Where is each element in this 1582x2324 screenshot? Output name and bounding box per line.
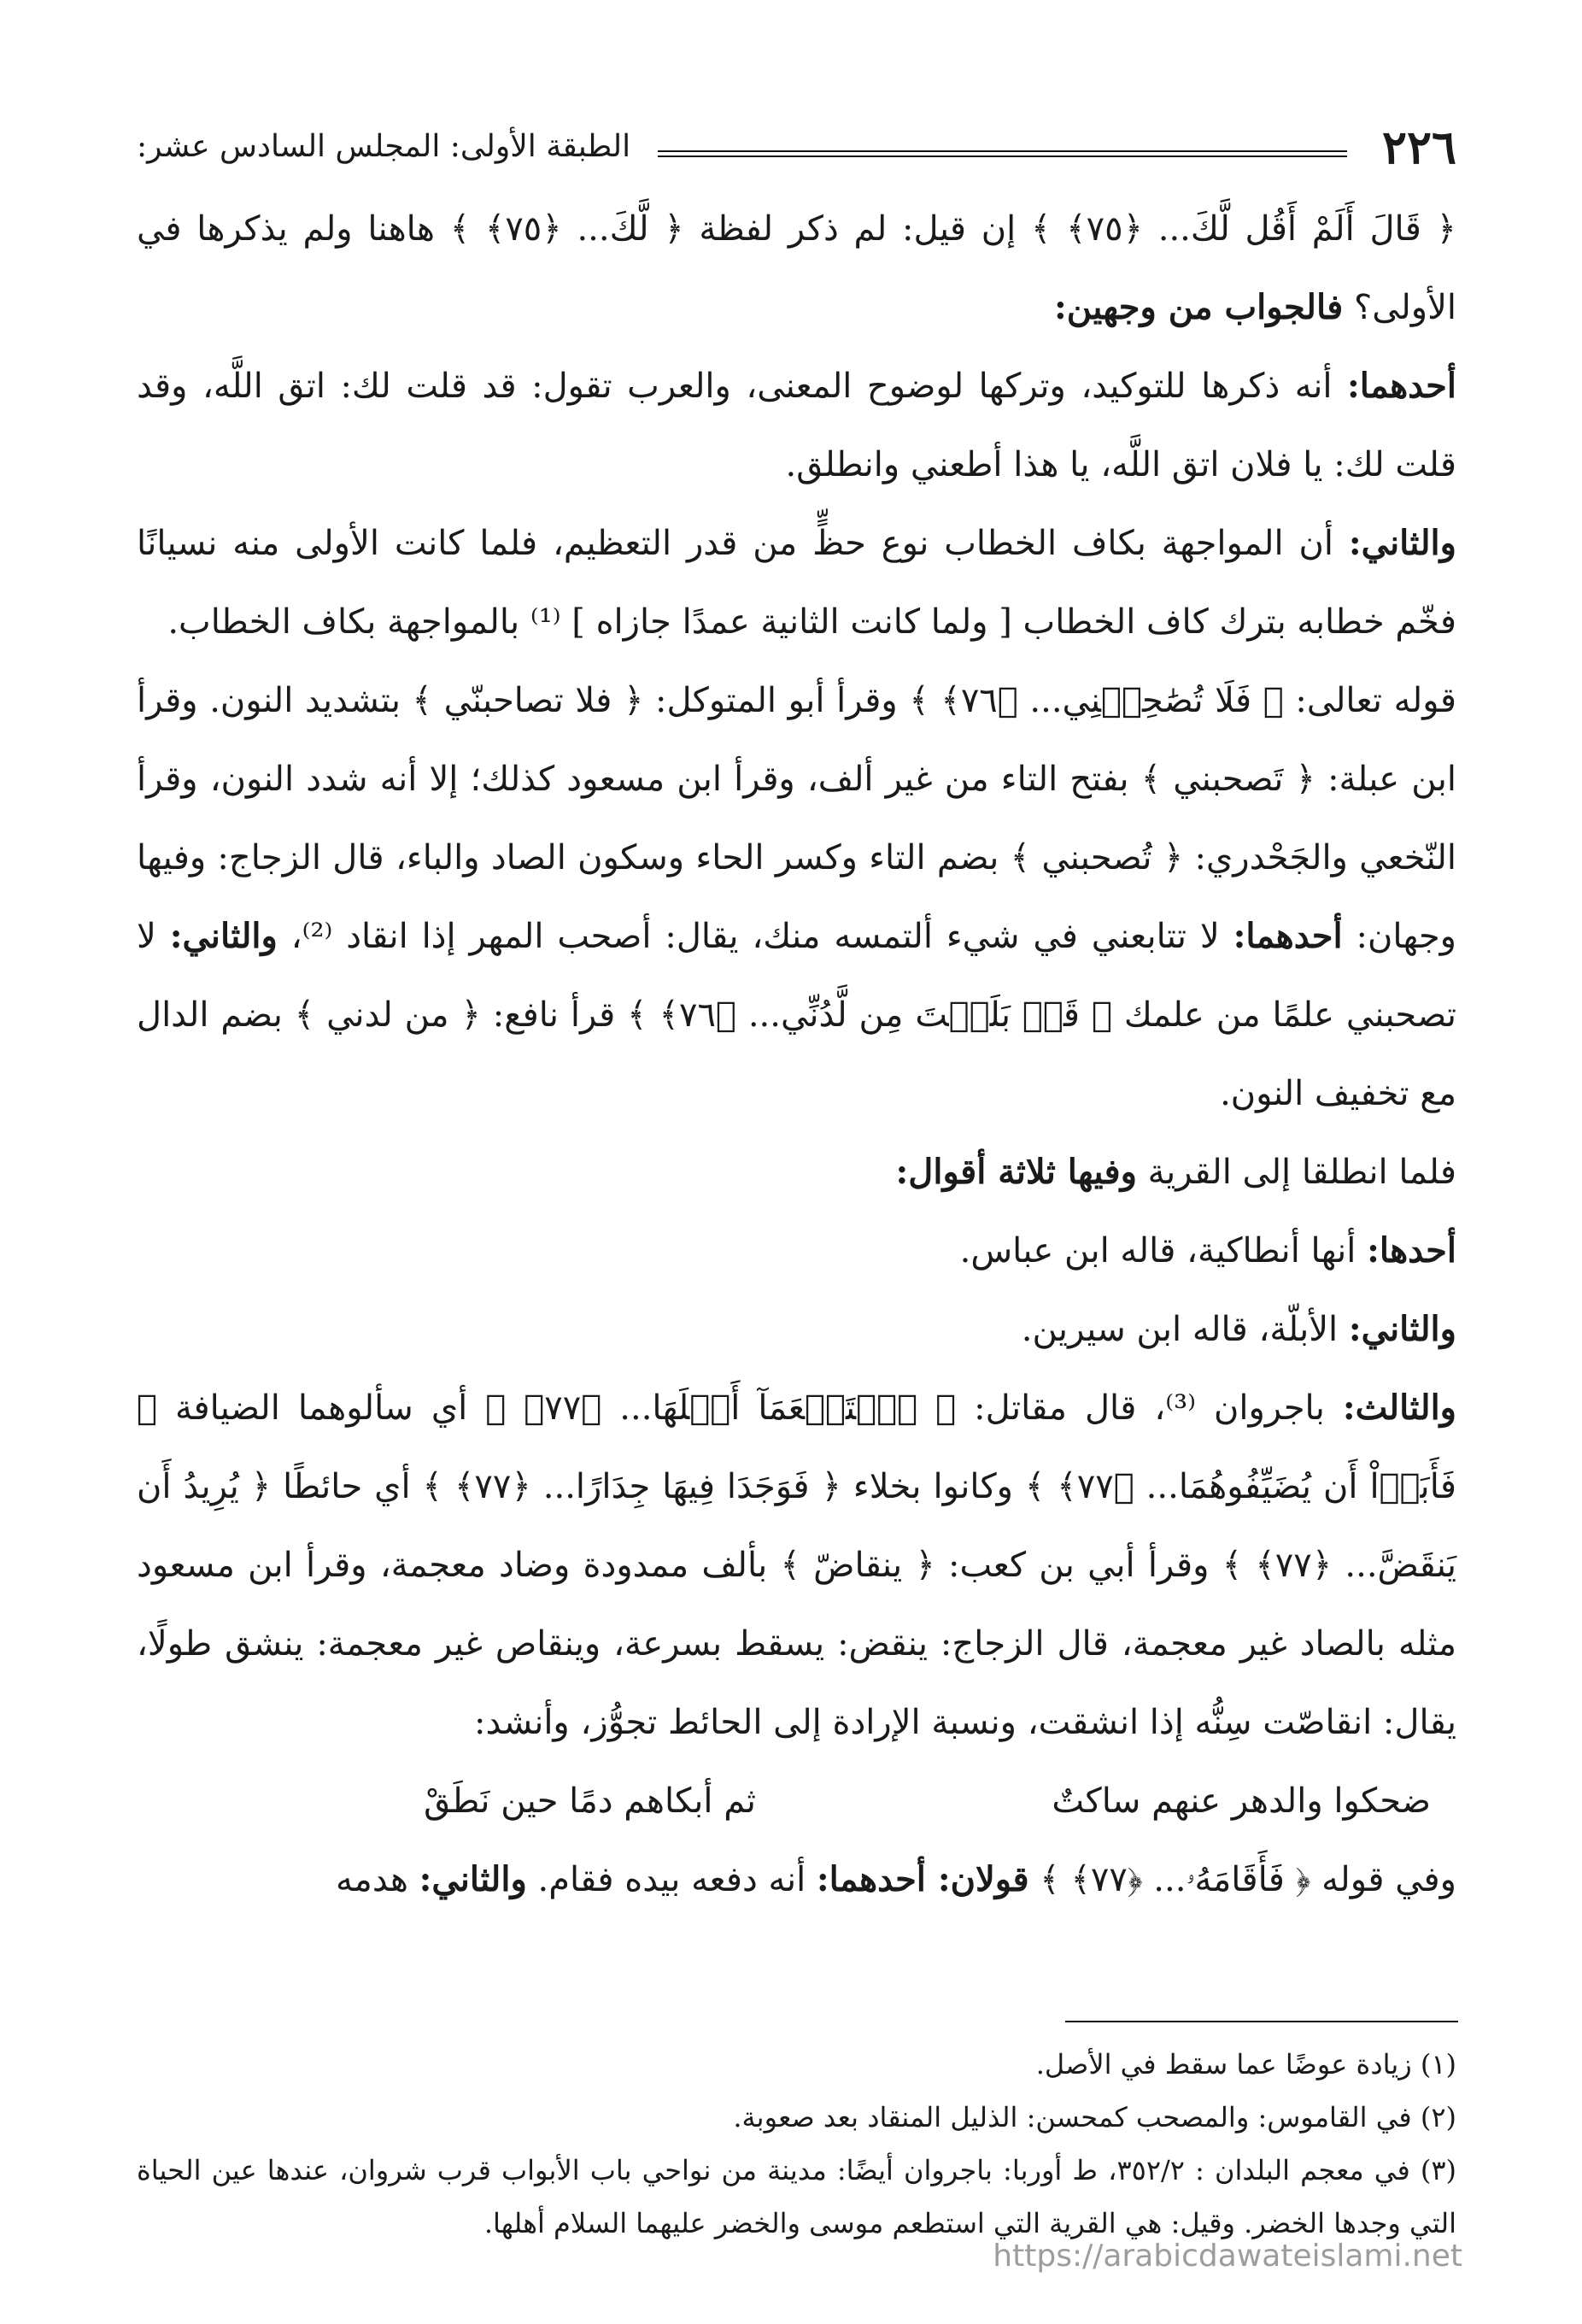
paragraph-text-3: لا تصحبني علمًا من علمك ﴿ قَدۡ بَلَغۡتَ مِن لَّدُنِّي... ﴿٧٦﴾ ﴾ قرأ نافع: ﴿ من لدني ﴾ بضم الدال مع تخفيف النون. (137, 917, 1456, 1113)
paragraph-text-2: لا تتابعني في شيء ألتمسه منك، يقال: أصحب المهر إذا انقاد ⁽²⁾، (277, 917, 1233, 956)
footnote-2: (٢) في القاموس: والمصحب كمحسن: الذليل المنقاد بعد صعوبة. (733, 2101, 1456, 2133)
poem-second-hemistich: ثم أبكاهم دمًا حين نَطَقْ (424, 1781, 756, 1821)
paragraph-lead: والثاني: (1348, 523, 1456, 563)
watermark-url: https://arabicdawateislami.net (993, 2239, 1462, 2274)
paragraph-8 (137, 1369, 1456, 1762)
paragraph-text: وفي قوله ﴿ فَأَقَامَهُۥ... ﴿٧٧﴾ ﴾ (1028, 1860, 1456, 1899)
paragraph-9 (137, 1840, 1456, 1919)
paragraph-7 (137, 1290, 1456, 1369)
paragraph-bold-1: قولان: أحدهما: (816, 1859, 1029, 1899)
paragraph-bold-tail: فالجواب من وجهين: (1054, 287, 1344, 327)
paragraph-bold-2: والثاني: (419, 1859, 527, 1899)
page-number: ٢٢٦ (1381, 120, 1456, 174)
footnote-separator (1065, 2021, 1458, 2022)
paragraph-lead: والثالث: (1342, 1388, 1456, 1428)
paragraph-text: باجروان ⁽³⁾، قال مقاتل: ﴿ ٱسۡتَطۡعَمَآ أَهۡلَهَا... ﴿٧٧﴾ ﴾ أي سألوهما الضيافة ﴿ فَأَبَوۡاْ أَن يُضَيِّفُوهُمَا... ﴿٧٧﴾ ﴾ وكانوا بخلاء ﴿ فَوَجَدَا فِيهَا جِدَارًا... ﴿٧٧﴾ ﴾ أي حائطًا ﴿ يُرِيدُ أَن يَنقَضَّ... ﴿٧٧﴾ ﴾ وقرأ أبي بن كعب: ﴿ ينقاضّ ﴾ بألف ممدودة وضاد معجمة، وقرأ ابن مسعود مثله بالصاد غير معجمة، قال الزجاج: ينقض: يسقط بسرعة، وينقاص غير معجمة: ينشق طولًا، يقال: انقاصّت سِنُّه إذا انشقت، ونسبة الإرادة إلى الحائط تجوُّز، وأنشد: (137, 1388, 1457, 1742)
paragraph-text-2: أنه دفعه بيده فقام. (526, 1860, 817, 1899)
poem-verse (137, 1762, 1456, 1840)
paragraph-2 (137, 347, 1456, 504)
running-title: الطبقة الأولى: المجلس السادس عشر: (137, 129, 631, 164)
paragraph-bold-mid-2: والثاني: (169, 916, 278, 956)
paragraph-text: الأبلّة، قاله ابن سيرين. (1021, 1310, 1349, 1349)
paragraph-text: أنه ذكرها للتوكيد، وتركها لوضوح المعنى، والعرب تقول: قد قلت لك: اتق اللَّه، وقد قلت لك: يا فلان اتق اللَّه، يا هذا أطعني وانطلق. (137, 367, 1456, 484)
footnotes (137, 2038, 1456, 2250)
header-rule (658, 150, 1347, 157)
paragraph-bold-mid: أحدهما: (1233, 916, 1343, 956)
poem-first-hemistich: ضحكوا والدهر عنهم ساكتٌ (1052, 1781, 1431, 1821)
main-text (137, 190, 1456, 1919)
paragraph-text: أنها أنطاكية، قاله ابن عباس. (959, 1231, 1368, 1271)
paragraph-bold-tail: وفيها ثلاثة أقوال: (895, 1152, 1137, 1192)
paragraph-6 (137, 1212, 1456, 1290)
paragraph-text: ﴿ قَالَ أَلَمْ أَقُل لَّكَ... ﴿٧٥﴾ ﴾ إن قيل: لم ذكر لفظة ﴿ لَّكَ... ﴿٧٥﴾ ﴾ هاهنا ولم يذكرها في الأولى؟ (137, 209, 1456, 327)
paragraph-lead: والثاني: (1348, 1309, 1456, 1349)
paragraph-lead: أحدهما: (1346, 366, 1456, 406)
page-header (137, 120, 1456, 179)
paragraph-5 (137, 1133, 1456, 1212)
paragraph-text: قوله تعالى: ﴿ فَلَا تُصَٰحِبۡنِي... ﴿٧٦﴾ ﴾ وقرأ أبو المتوكل: ﴿ فلا تصاحبنّي ﴾ بتشديد النون. وقرأ ابن عبلة: ﴿ تَصحبني ﴾ بفتح التاء من غير ألف، وقرأ ابن مسعود كذلك؛ إلا أنه شدد النون، وقرأ النّخعي والجَحْدري: ﴿ تُصحبني ﴾ بضم التاء وكسر الحاء وسكون الصاد والباء، قال الزجاج: وفيها وجهان: (137, 681, 1457, 956)
paragraph-lead: أحدها: (1367, 1230, 1456, 1271)
paragraph-text-3: هدمه (335, 1860, 419, 1899)
footnote-3: (٣) في معجم البلدان : ٣٥٢/٢، ط أوربا: باجروان أيضًا: مدينة من نواحي باب الأبواب قرب شروان، عندها عين الحياة التي وجدها الخضر. وقيل: هي القرية التي استطعم موسى والخضر عليهما السلام أهلها. (137, 2154, 1457, 2239)
paragraph-1 (137, 190, 1456, 347)
paragraph-4 (137, 661, 1456, 1133)
paragraph-text: فلما انطلقا إلى القرية (1136, 1153, 1456, 1192)
paragraph-text: أن المواجهة بكاف الخطاب نوع حظٍّ من قدر التعظيم، فلما كانت الأولى منه نسيانًا فخّم خطابه بترك كاف الخطاب [ ولما كانت الثانية عمدًا جازاه ] ⁽¹⁾ بالمواجهة بكاف الخطاب. (137, 524, 1456, 642)
paragraph-3 (137, 504, 1456, 661)
footnote-1: (١) زيادة عوضًا عما سقط في الأصل. (1035, 2048, 1456, 2080)
